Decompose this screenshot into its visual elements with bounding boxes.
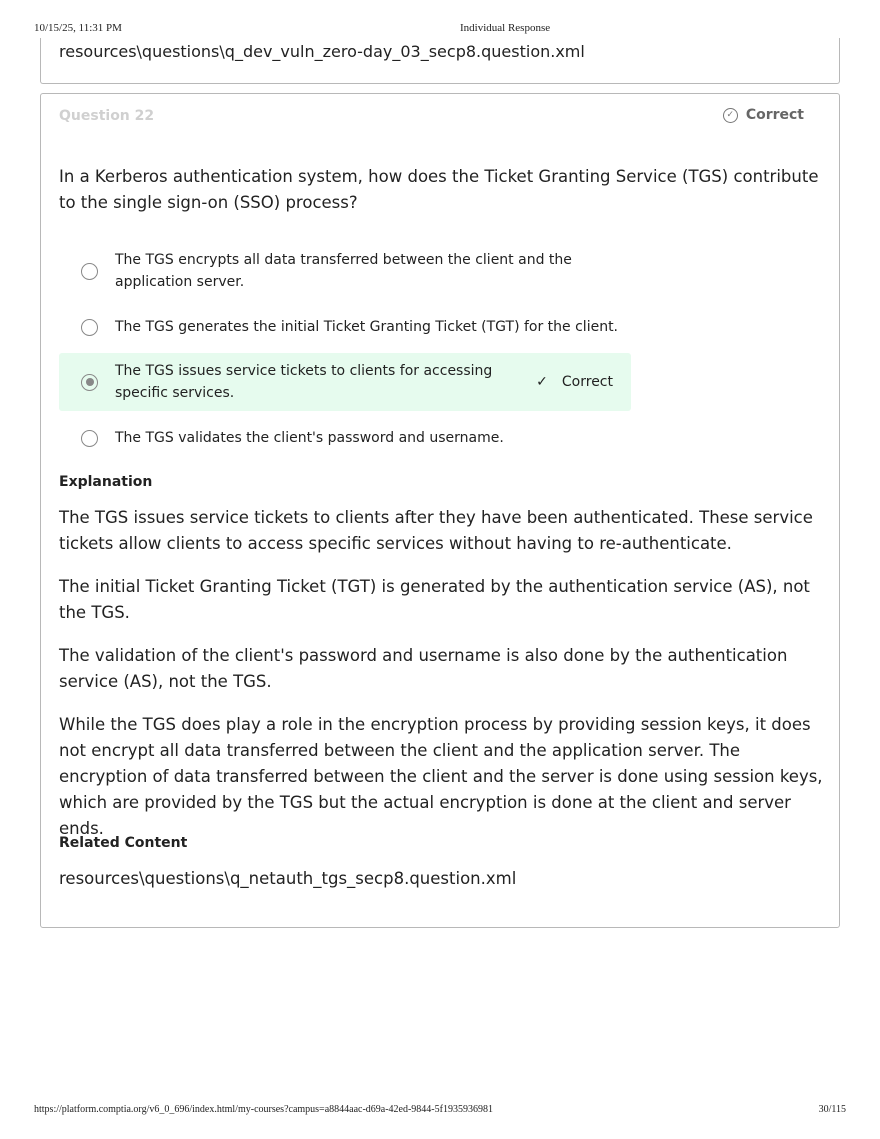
explanation-paragraph: While the TGS does play a role in the encryption process by providing session keys, it does not encrypt all data transferred between the client and the application server. The encryption of data transferred between the client and the server is done using session keys, which are provided by the TGS but the actual encryption is done at the client and server ends. xyxy=(59,715,823,838)
question-card xyxy=(40,93,840,928)
status-label: Correct xyxy=(745,107,804,123)
check-circle-icon: ✓ xyxy=(723,108,738,123)
status-badge xyxy=(723,107,804,123)
question-number: Question 22 xyxy=(59,108,155,124)
answer-option[interactable] xyxy=(59,248,631,294)
print-datetime: 10/15/25, 11:31 PM xyxy=(34,22,122,34)
radio-button[interactable] xyxy=(81,319,98,336)
explanation-paragraph: The validation of the client's password and username is also done by the authentication service (AS), not the TGS. xyxy=(59,646,788,691)
previous-question-card xyxy=(40,38,840,84)
print-page-number: 30/115 xyxy=(818,1104,846,1115)
explanation-paragraph: The TGS issues service tickets to clients after they have been authenticated. These service tickets allow clients to access specific services without having to re-authenticate. xyxy=(59,508,813,553)
explanation-body xyxy=(59,505,829,859)
question-text: In a Kerberos authentication system, how does the Ticket Granting Service (TGS) contribute to the single sign-on (SSO) process? xyxy=(59,167,819,212)
print-title: Individual Response xyxy=(460,22,551,34)
option-text: The TGS encrypts all data transferred between the client and the application server. xyxy=(115,252,572,290)
print-url: https://platform.comptia.org/v6_0_696/index.html/my-courses?campus=a8844aac-d69a-42ed-9844-5f1935936981 xyxy=(34,1104,493,1115)
related-content-heading: Related Content xyxy=(59,835,188,851)
explanation-heading: Explanation xyxy=(59,474,153,490)
radio-button-selected[interactable] xyxy=(81,374,98,391)
answer-option[interactable] xyxy=(59,425,631,451)
option-result xyxy=(536,371,613,393)
option-text: The TGS issues service tickets to clients for accessing specific services. xyxy=(115,363,493,401)
radio-button[interactable] xyxy=(81,430,98,447)
option-text: The TGS generates the initial Ticket Granting Ticket (TGT) for the client. xyxy=(115,319,619,335)
option-result-label: Correct xyxy=(561,374,613,390)
answer-option-selected[interactable] xyxy=(59,353,631,411)
radio-button[interactable] xyxy=(81,263,98,280)
option-text: The TGS validates the client's password and username. xyxy=(115,430,504,446)
answer-option[interactable] xyxy=(59,314,631,340)
related-content-path: resources\questions\q_netauth_tgs_secp8.question.xml xyxy=(59,869,517,888)
checkmark-icon: ✓ xyxy=(536,374,548,390)
related-content-path: resources\questions\q_dev_vuln_zero-day_03_secp8.question.xml xyxy=(59,42,585,61)
explanation-paragraph: The initial Ticket Granting Ticket (TGT) is generated by the authentication service (AS), not the TGS. xyxy=(59,577,810,622)
